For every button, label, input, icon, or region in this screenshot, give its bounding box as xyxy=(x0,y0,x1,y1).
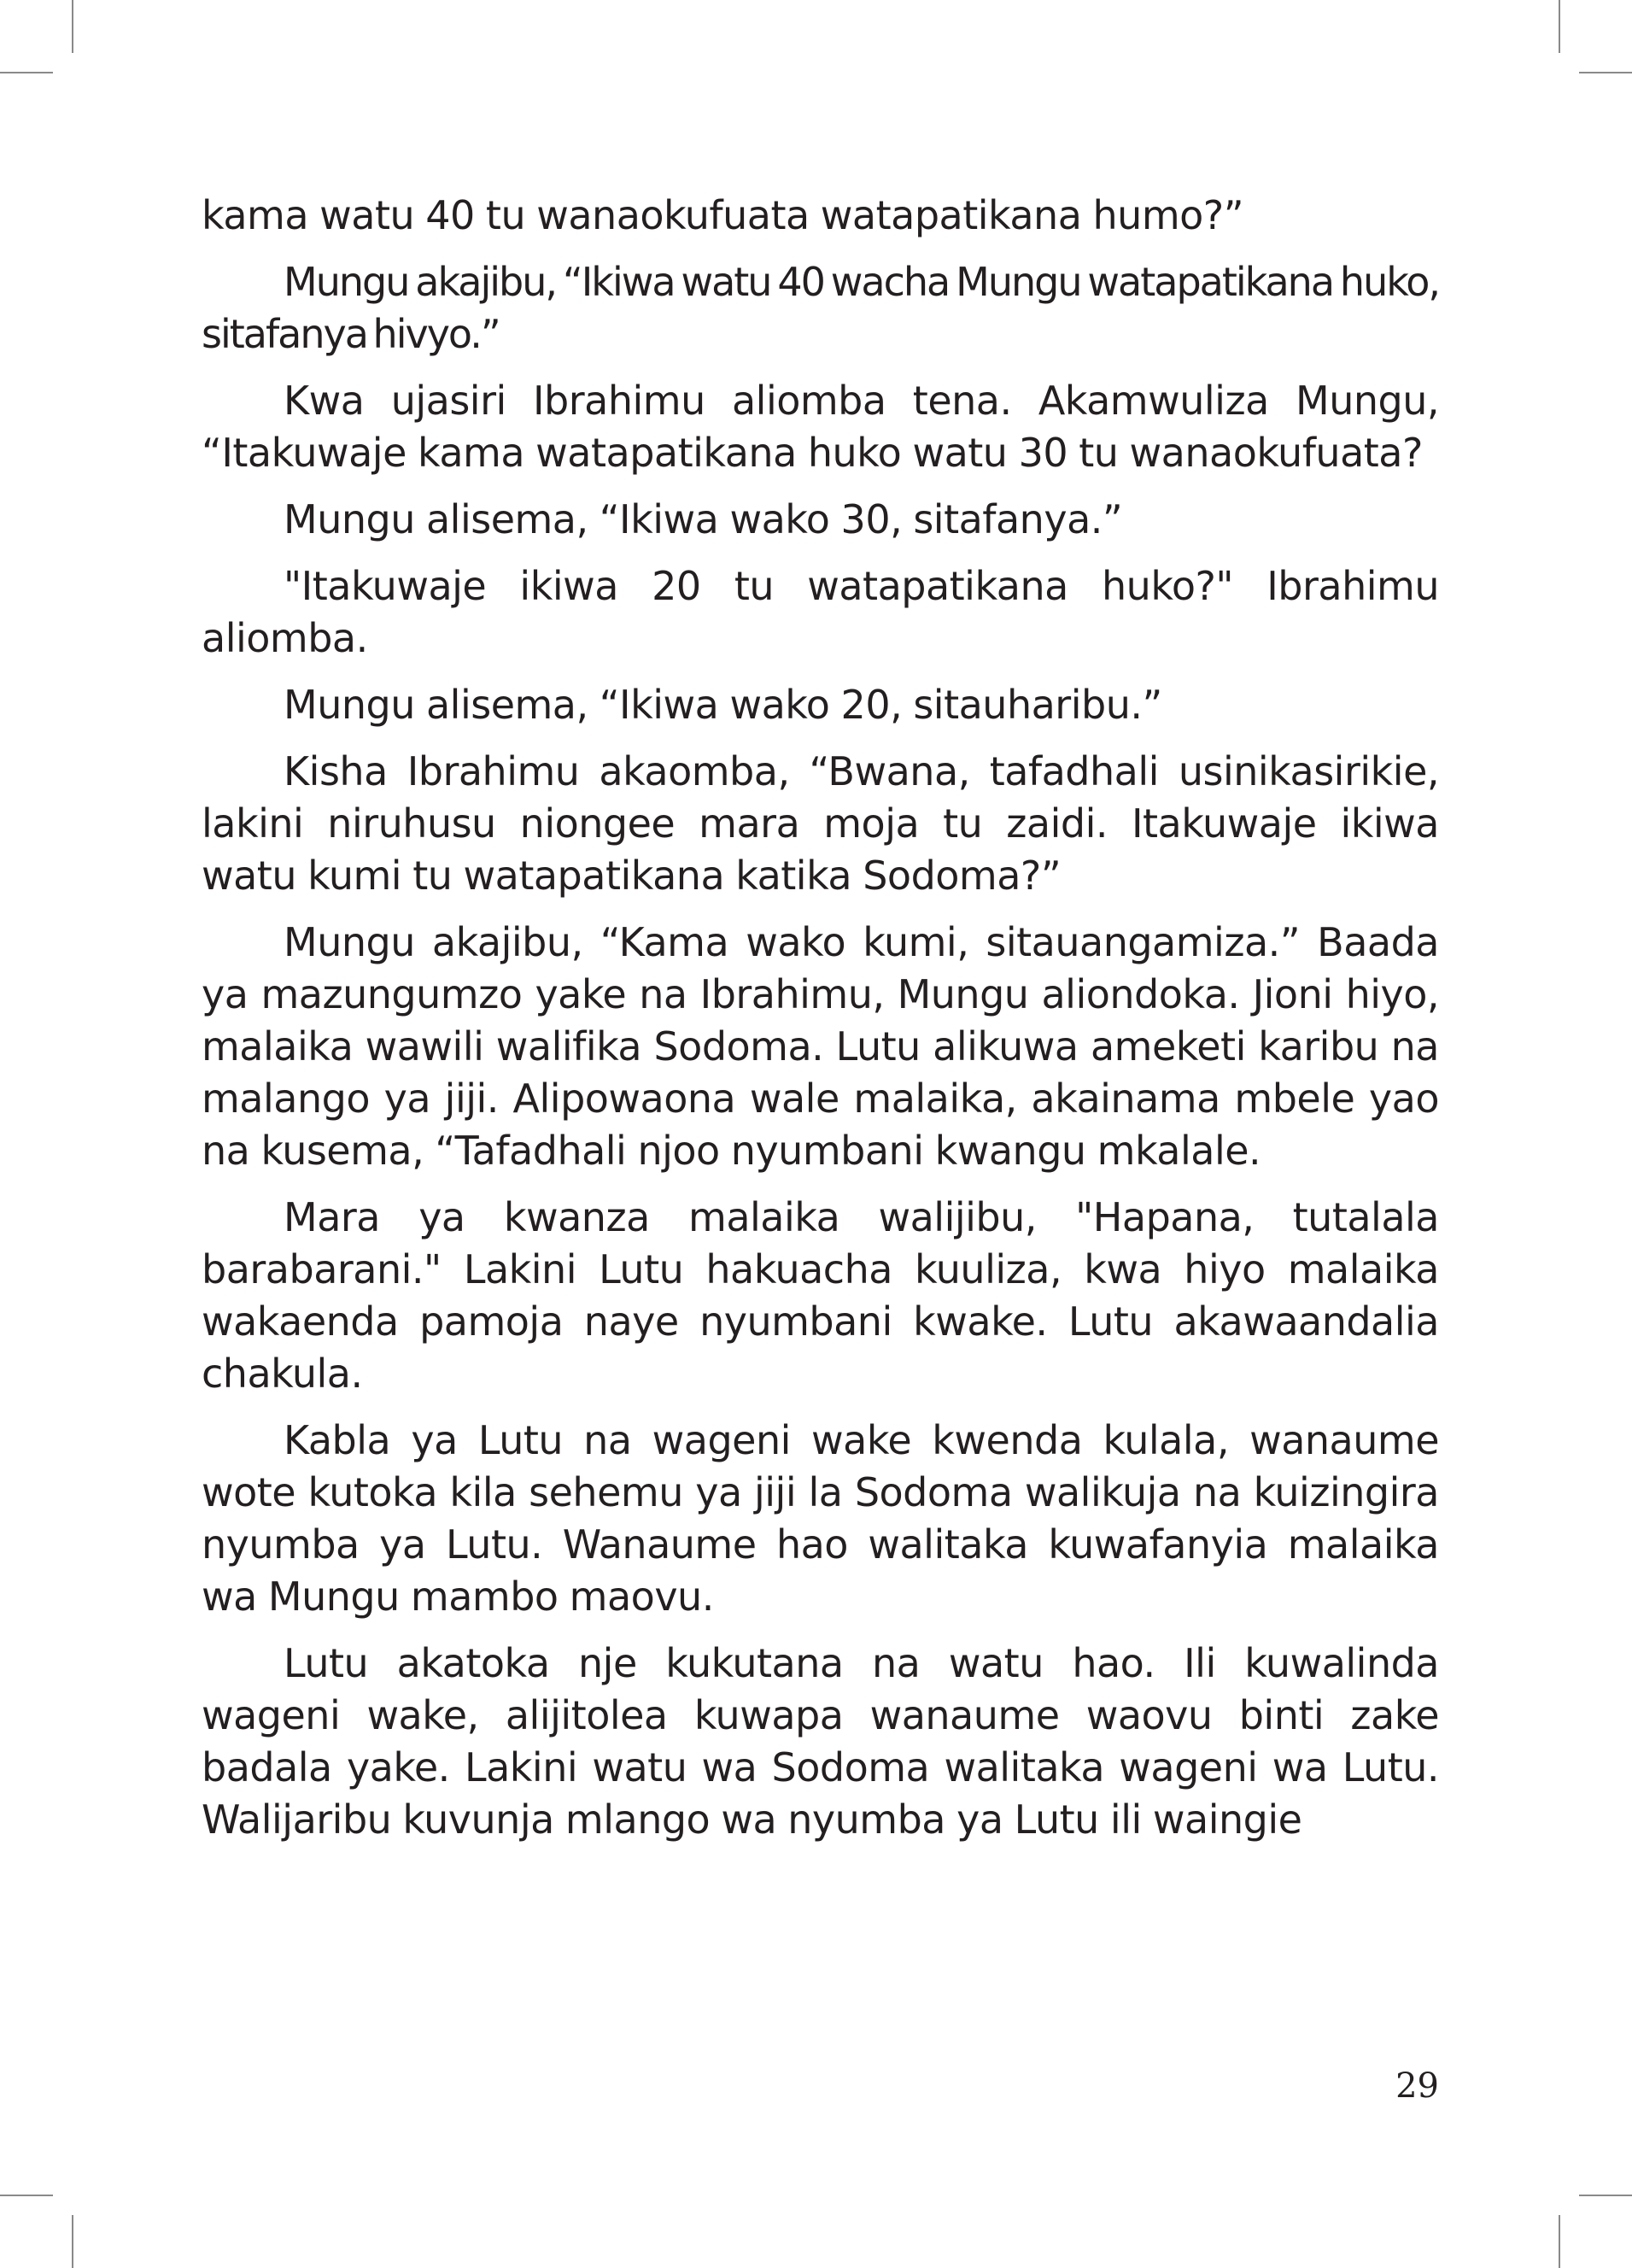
page-body xyxy=(202,190,1439,1861)
paragraph-abraham-asks-twenty: "Itakuwaje ikiwa 20 tu watapatikana huko?" Ibrahimu aliomba. xyxy=(202,563,1439,661)
paragraph-continuation: kama watu 40 tu wanaokufuata watapatikana humo?” xyxy=(202,192,1244,238)
crop-mark-top-right xyxy=(1559,0,1560,53)
crop-mark-top-right-horizontal xyxy=(1579,72,1632,73)
paragraph-angels-accept: Mara ya kwanza malaika walijibu, "Hapana, tutalala barabarani." Lakini Lutu hakuacha kuuliza, kwa hiyo malaika wakaenda pamoja naye nyumbani kwake. Lutu akawaandalia chakula. xyxy=(202,1194,1439,1397)
paragraph-god-answers-twenty: Mungu alisema, “Ikiwa wako 20, sitauharibu.” xyxy=(284,682,1162,728)
page-number: 29 xyxy=(1395,2066,1439,2106)
paragraph-god-answers-thirty: Mungu alisema, “Ikiwa wako 30, sitafanya.” xyxy=(284,496,1123,542)
paragraph-abraham-asks-ten: Kisha Ibrahimu akaomba, “Bwana, tafadhali usinikasirikie, lakini niruhusu niongee mara moja tu zaidi. Itakuwaje ikiwa watu kumi tu watapatikana katika Sodoma?” xyxy=(202,748,1439,899)
crop-mark-bottom-left xyxy=(72,2215,73,2268)
paragraph-men-surround-house: Kabla ya Lutu na wageni wake kwenda kulala, wanaume wote kutoka kila sehemu ya jiji la Sodoma walikuja na kuizingira nyumba ya Lutu. Wanaume hao walitaka kuwafanyia malaika wa Mungu mambo maovu. xyxy=(202,1417,1439,1620)
paragraph-god-answers-forty: Mungu akajibu, “Ikiwa watu 40 wacha Mungu watapatikana huko, sitafanya hivyo.” xyxy=(202,259,1439,357)
crop-mark-bottom-right xyxy=(1559,2215,1560,2268)
crop-mark-bottom-right-horizontal xyxy=(1579,2195,1632,2196)
crop-mark-top-left xyxy=(72,0,73,53)
crop-mark-bottom-left-horizontal xyxy=(0,2195,53,2196)
crop-mark-top-left-horizontal xyxy=(0,72,53,73)
paragraph-angels-arrive-sodom: Mungu akajibu, “Kama wako kumi, sitauangamiza.” Baada ya mazungumzo yake na Ibrahimu, Mungu aliondoka. Jioni hiyo, malaika wawili walifika Sodoma. Lutu alikuwa ameketi karibu na malango ya jiji. Alipowaona wale malaika, akainama mbele yao na kusema, “Tafadhali njoo nyumbani kwangu mkalale. xyxy=(202,919,1439,1174)
paragraph-abraham-asks-thirty: Kwa ujasiri Ibrahimu aliomba tena. Akamwuliza Mungu, “Itakuwaje kama watapatikana huko watu 30 tu wanaokufuata? xyxy=(202,378,1439,476)
paragraph-lot-goes-out: Lutu akatoka nje kukutana na watu hao. Ili kuwalinda wageni wake, alijitolea kuwapa wanaume waovu binti zake badala yake. Lakini watu wa Sodoma walitaka wageni wa Lutu. Walijaribu kuvunja mlango wa nyumba ya Lutu ili waingie xyxy=(202,1640,1439,1843)
